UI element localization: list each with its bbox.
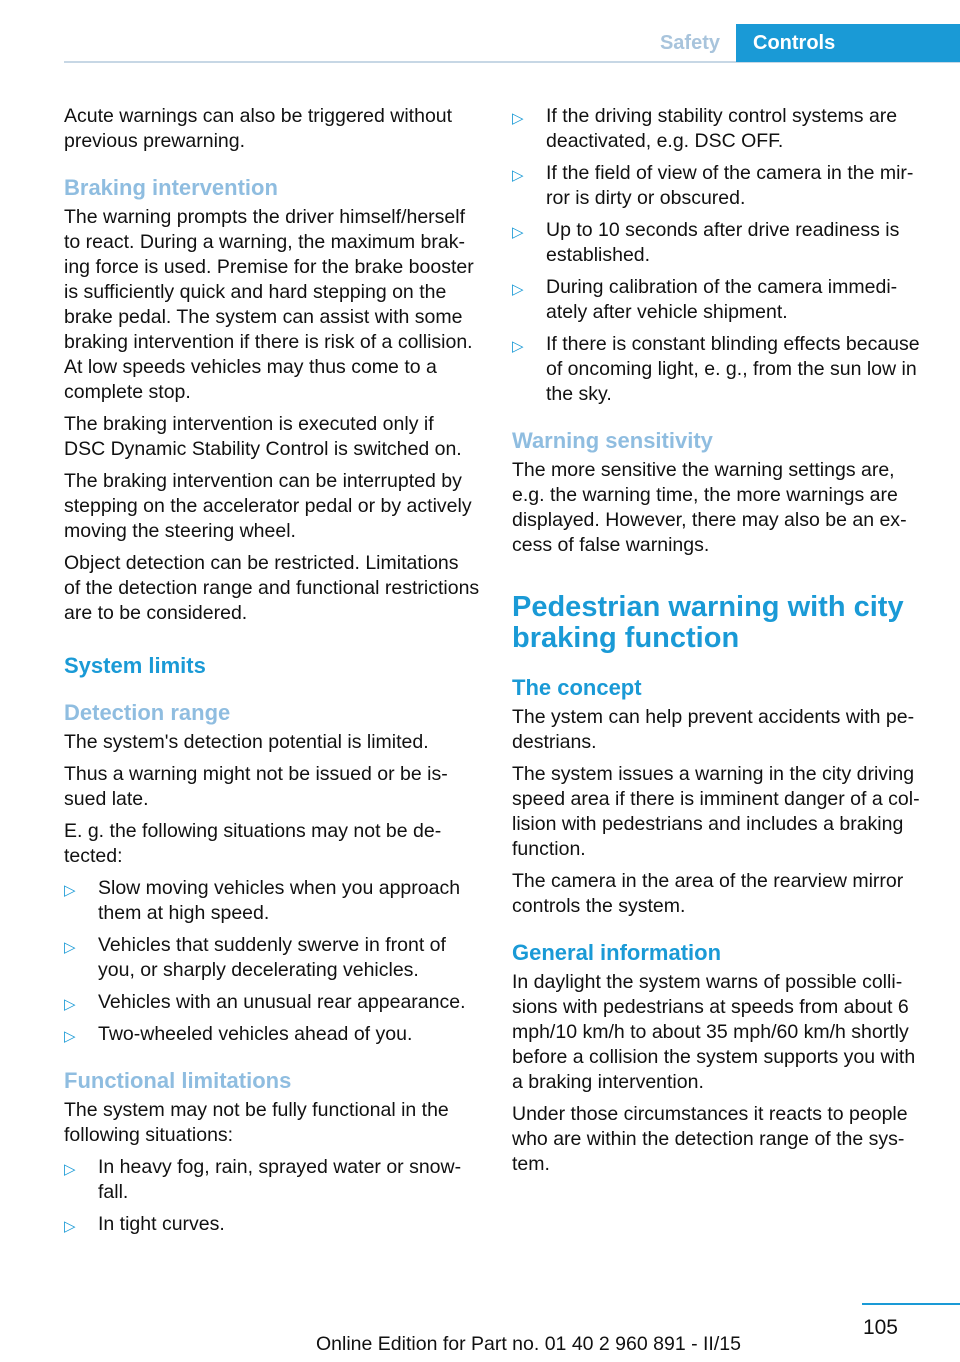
heading-pedestrian-warning: Pedestrian warning with city braking function	[512, 591, 904, 654]
page-number: 105	[862, 1316, 898, 1339]
list-item: ▷ If there is constant blinding effects because of oncoming light, e. g., from the sun low in the sky.	[512, 333, 920, 405]
footer-edition: Online Edition for Part no. 01 40 2 960 891 - II/15	[316, 1333, 741, 1355]
footer-rule	[862, 1303, 960, 1305]
bullet-triangle-icon: ▷	[64, 1218, 76, 1235]
heading-detection-range: Detection range	[64, 700, 231, 725]
paragraph: In daylight the system warns of possible collisions with pedestrians at speeds from about 6 mph/10 km/h to about 35 mph/60 km/h shortly before a collision the system supports you with a braking intervention.	[512, 971, 916, 1093]
detection-list	[64, 876, 480, 1047]
tab-safety[interactable]: Safety	[659, 32, 720, 54]
tab-controls[interactable]: Controls	[736, 24, 960, 62]
list-item: ▷ During calibration of the camera immediately after vehicle shipment.	[512, 276, 898, 323]
list-item: ▷ Vehicles that suddenly swerve in front of you, or sharply decelerating vehicles.	[64, 934, 446, 981]
bullet-triangle-icon: ▷	[64, 996, 76, 1013]
list-item: ▷ Slow moving vehicles when you approach them at high speed.	[64, 877, 461, 924]
paragraph: The system's detection potential is limited.	[64, 731, 429, 753]
list-item: ▷ If the field of view of the camera in the mirror is dirty or obscured.	[512, 162, 914, 209]
heading-functional-limitations: Functional limitations	[64, 1068, 292, 1093]
functional-list	[64, 1155, 480, 1237]
paragraph: E. g. the following situations may not be detected:	[64, 820, 442, 867]
paragraph: The braking intervention can be interrupted by stepping on the accelerator pedal or by actively moving the steering wheel.	[64, 470, 472, 542]
list-item: ▷ Vehicles with an unusual rear appearance.	[64, 990, 480, 1015]
list-item: ▷ In tight curves.	[64, 1212, 480, 1237]
heading-braking-intervention: Braking intervention	[64, 175, 278, 200]
heading-warning-sensitivity: Warning sensitivity	[512, 428, 713, 453]
paragraph: The more sensitive the warning settings are, e.g. the warning time, the more warnings are displayed. However, there may also be an excess of false warnings.	[512, 459, 907, 556]
bullet-triangle-icon: ▷	[512, 167, 524, 184]
bullet-triangle-icon: ▷	[512, 224, 524, 241]
bullet-triangle-icon: ▷	[512, 281, 524, 298]
paragraph: The camera in the area of the rearview mirror controls the system.	[512, 870, 904, 917]
paragraph: Under those circumstances it reacts to people who are within the detection range of the system.	[512, 1103, 908, 1175]
left-column	[64, 104, 480, 1244]
paragraph: The ystem can help prevent accidents with pedestrians.	[512, 706, 915, 753]
heading-the-concept: The concept	[512, 675, 642, 700]
right-column	[512, 104, 928, 1184]
paragraph: Thus a warning might not be issued or be issued late.	[64, 763, 448, 810]
list-item: ▷ In heavy fog, rain, sprayed water or snowfall.	[64, 1156, 462, 1203]
functional-list-continued	[512, 104, 928, 407]
heading-general-information: General information	[512, 940, 722, 965]
paragraph: The warning prompts the driver himself/herself to react. During a warning, the maximum braking force is used. Premise for the brake booster is sufficiently quick and hard stepping on the brake pedal. The system can assist with some braking intervention if there is risk of a collision. At low speeds vehicles may thus come to a complete stop.	[64, 206, 474, 403]
heading-system-limits: System limits	[64, 653, 206, 678]
paragraph: The braking intervention is executed only if DSC Dynamic Stability Control is switched on.	[64, 413, 462, 460]
bullet-triangle-icon: ▷	[64, 1161, 76, 1178]
list-item: ▷ Two-wheeled vehicles ahead of you.	[64, 1022, 480, 1047]
paragraph: Acute warnings can also be triggered without previous prewarning.	[64, 105, 453, 152]
bullet-triangle-icon: ▷	[512, 110, 524, 127]
paragraph: The system may not be fully functional in the following situations:	[64, 1099, 449, 1146]
list-item: ▷ If the driving stability control systems are deactivated, e.g. DSC OFF.	[512, 105, 898, 152]
paragraph: Object detection can be restricted. Limitations of the detection range and functional restrictions are to be considered.	[64, 552, 480, 624]
list-item: ▷ Up to 10 seconds after drive readiness is established.	[512, 219, 900, 266]
bullet-triangle-icon: ▷	[64, 1028, 76, 1045]
bullet-triangle-icon: ▷	[512, 338, 524, 355]
paragraph: The system issues a warning in the city driving speed area if there is imminent danger of a collision with pedestrians and includes a braking function.	[512, 763, 920, 860]
bullet-triangle-icon: ▷	[64, 939, 76, 956]
bullet-triangle-icon: ▷	[64, 882, 76, 899]
